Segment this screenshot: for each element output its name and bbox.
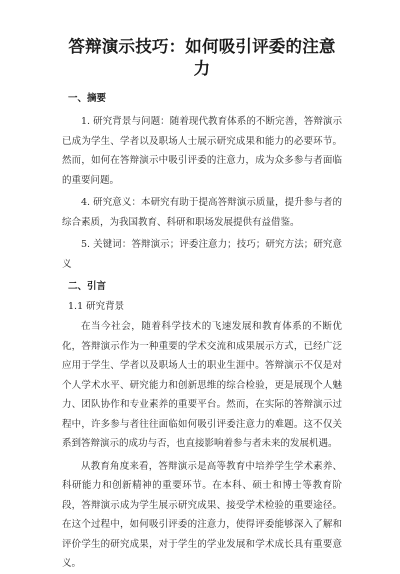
- intro-paragraph-1: 在当今社会，随着科学技术的飞速发展和教育体系的不断优化，答辩演示作为一种重要的学术交流和成果展示方式，已经广泛应用于学生、学者以及职场人士的职业生涯中。答辩演示不仅是对个人学术水平、研究能力和创新思维的综合检验，更是展现个人魅力、团队协作和专业素养的重要平台。然而，在实际的答辩演示过程中，许多参与者往往面临如何吸引评委注意力的难题。这不仅关系到答辩演示的成功与否，也直接影响着参与者未来的发展机遇。: [62, 321, 342, 449]
- subsection-heading-background: 1.1 研究背景: [68, 301, 125, 312]
- document-title: 答辩演示技巧：如何吸引评委的注意力: [68, 37, 336, 78]
- section-heading-abstract: 一、摘要: [68, 93, 107, 104]
- section-heading-introduction: 二、引言: [68, 281, 107, 292]
- abstract-paragraph-significance: 4. 研究意义：本研究有助于提高答辩演示质量，提升参与者的综合素质，为我国教育、科研和职场发展提供有益借鉴。: [62, 197, 342, 228]
- abstract-paragraph-keywords: 5. 关键词：答辩演示；评委注意力；技巧；研究方法；研究意义: [62, 239, 342, 270]
- abstract-paragraph-background: 1. 研究背景与问题：随着现代教育体系的不断完善，答辩演示已成为学生、学者以及职场人士展示研究成果和能力的必要环节。然而，如何在答辩演示中吸引评委的注意力，成为众多参与者面临的重要问题。: [62, 116, 342, 186]
- intro-paragraph-2: 从教育角度来看，答辩演示是高等教育中培养学生学术素养、科研能力和创新精神的重要环节。在本科、硕士和博士等教育阶段，答辩演示成为学生展示研究成果、接受学术检验的重要途径。在这个过程中，如何吸引评委的注意力，使得评委能够深入了解和评价学生的研究成果，对于学生的学业发展和学术成长具有重要意义。: [62, 460, 342, 569]
